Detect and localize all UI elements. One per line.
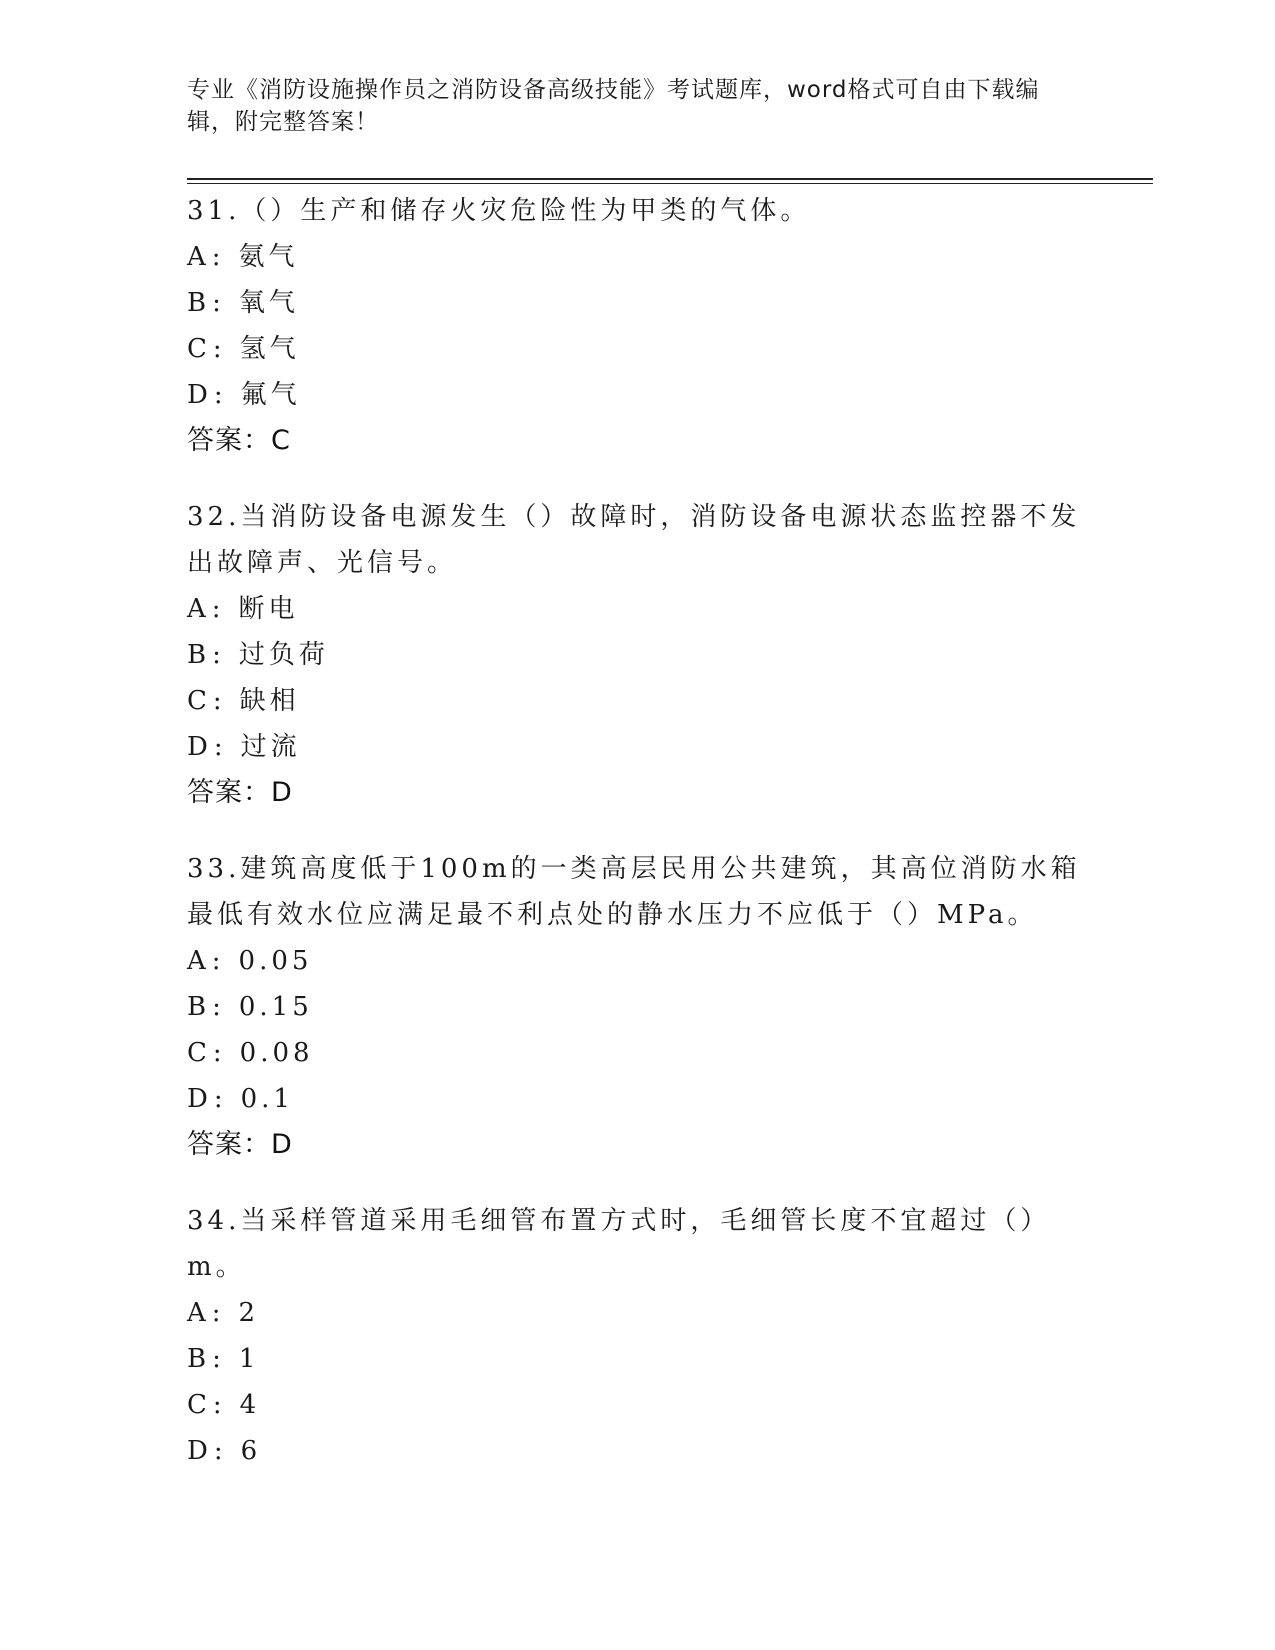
option-letter: D [187,1084,212,1114]
question-stem: 34.当采样管道采用毛细管布置方式时，毛细管长度不宜超过（）m。 [187,1206,1051,1282]
question-33 [187,846,1087,1168]
question-stem: 33.建筑高度低于100m的一类高层民用公共建筑，其高位消防水箱最低有效水位应满足最不利点处的静水压力不应低于（）MPa。 [187,854,1081,930]
option-d [187,372,1087,418]
option-text: 氟气 [240,380,301,410]
answer-line: 答案：D [187,1129,293,1160]
option-letter: A [187,594,210,624]
option-text: 氨气 [238,242,299,272]
option-separator: : [212,1344,225,1374]
document-header: 专业《消防设施操作员之消防设备高级技能》考试题库，word格式可自由下载编辑，附完整答案！ [187,77,1040,135]
option-separator: : [212,1390,226,1420]
option-letter: A [187,1298,210,1328]
option-c [187,678,1087,724]
option-separator: : [211,594,225,624]
option-separator: : [211,946,225,976]
option-letter: D [187,732,212,762]
option-b [187,1336,1087,1382]
option-text: 氢气 [239,334,300,364]
answer-line: 答案：D [187,777,293,808]
option-separator: : [212,640,225,670]
option-separator: : [213,380,227,410]
option-letter: C [187,1038,211,1068]
answer-line: 答案：C [187,425,291,456]
question-stem: 32.当消防设备电源发生（）故障时，消防设备电源状态监控器不发出故障声、光信号。 [187,502,1081,578]
header-divider-thin [187,183,1153,184]
option-letter: C [187,334,211,364]
option-separator: : [212,992,225,1022]
option-d [187,724,1087,770]
option-text: 0.05 [238,946,313,976]
question-31 [187,188,1087,464]
option-letter: B [187,288,211,318]
option-text: 0.15 [238,992,313,1022]
option-text: 6 [240,1436,262,1466]
option-letter: A [187,946,210,976]
option-c [187,1030,1087,1076]
option-b [187,632,1087,678]
option-a [187,1290,1087,1336]
option-d [187,1428,1087,1474]
option-text: 缺相 [239,686,300,716]
option-separator: : [212,1038,226,1068]
option-separator: : [212,288,225,318]
option-b [187,280,1087,326]
option-text: 过负荷 [238,640,329,670]
option-a [187,234,1087,280]
option-c [187,326,1087,372]
option-c [187,1382,1087,1428]
option-text: 断电 [238,594,299,624]
question-stem: 31.（）生产和储存火灾危险性为甲类的气体。 [187,196,811,226]
option-separator: : [213,1084,227,1114]
option-text: 氧气 [238,288,299,318]
option-letter: C [187,686,211,716]
option-separator: : [212,334,226,364]
option-separator: : [212,686,226,716]
option-letter: B [187,1344,211,1374]
option-b [187,984,1087,1030]
option-separator: : [213,1436,227,1466]
option-text: 4 [239,1390,261,1420]
question-34 [187,1198,1087,1474]
header-divider-thick [187,178,1153,180]
option-separator: : [211,242,225,272]
option-text: 1 [238,1344,260,1374]
option-a [187,938,1087,984]
option-a [187,586,1087,632]
question-list [187,188,1087,1504]
option-text: 0.08 [239,1038,314,1068]
option-letter: B [187,992,211,1022]
option-text: 2 [238,1298,260,1328]
option-d [187,1076,1087,1122]
option-letter: D [187,380,212,410]
question-32 [187,494,1087,816]
option-letter: D [187,1436,212,1466]
option-letter: C [187,1390,211,1420]
option-separator: : [211,1298,225,1328]
option-letter: B [187,640,211,670]
option-text: 0.1 [240,1084,294,1114]
option-text: 过流 [240,732,301,762]
option-separator: : [213,732,227,762]
option-letter: A [187,242,210,272]
